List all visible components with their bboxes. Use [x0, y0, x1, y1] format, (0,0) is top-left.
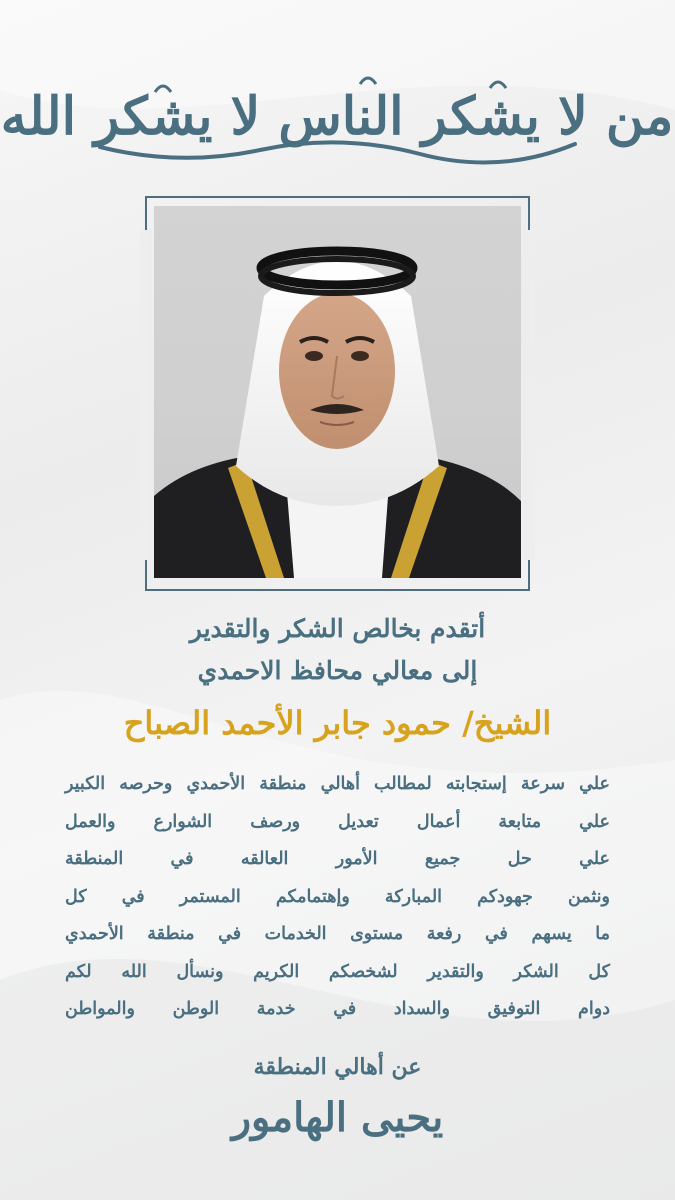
body-line: علي متابعة أعمال تعديل ورصف الشوارع والعمل: [65, 811, 610, 832]
recipient-title: إلى معالي محافظ الاحمدي: [197, 656, 478, 685]
calligraphy-text: من لا يشكر الناس لا يشكر الله: [0, 86, 674, 147]
body-line: ما يسهم في رفعة مستوى الخدمات في منطقة الأحمدي: [65, 924, 610, 944]
frame-gap-right: [523, 230, 535, 560]
body-line: علي سرعة إستجابته لمطالب أهالي منطقة الأحمدي وحرصه الكبير: [65, 774, 610, 794]
body-line: علي حل جميع الأمور العالقه في المنطقة: [65, 849, 610, 869]
recipient-name: الشيخ/ حمود جابر الأحمد الصباح: [123, 704, 552, 742]
from-line: عن أهالي المنطقة: [253, 1054, 422, 1080]
calligraphy-artwork: [0, 62, 674, 172]
body-line: ونثمن جهودكم المباركة وإهتمامكم المستمر في كل: [65, 886, 610, 907]
thanks-headline: أتقدم بخالص الشكر والتقدير: [189, 614, 486, 643]
calligraphy-header: [0, 62, 674, 172]
body-line: كل الشكر والتقدير لشخصكم الكريم ونسأل الله لكم: [65, 961, 610, 982]
signature-name: يحيى الهامور: [231, 1094, 444, 1141]
message-body: [65, 766, 610, 1029]
portrait-photo: [154, 206, 521, 578]
portrait-illustration: [154, 206, 521, 578]
body-line: دوام التوفيق والسداد في خدمة الوطن والمواطن: [65, 999, 610, 1019]
frame-gap-left: [140, 230, 152, 560]
